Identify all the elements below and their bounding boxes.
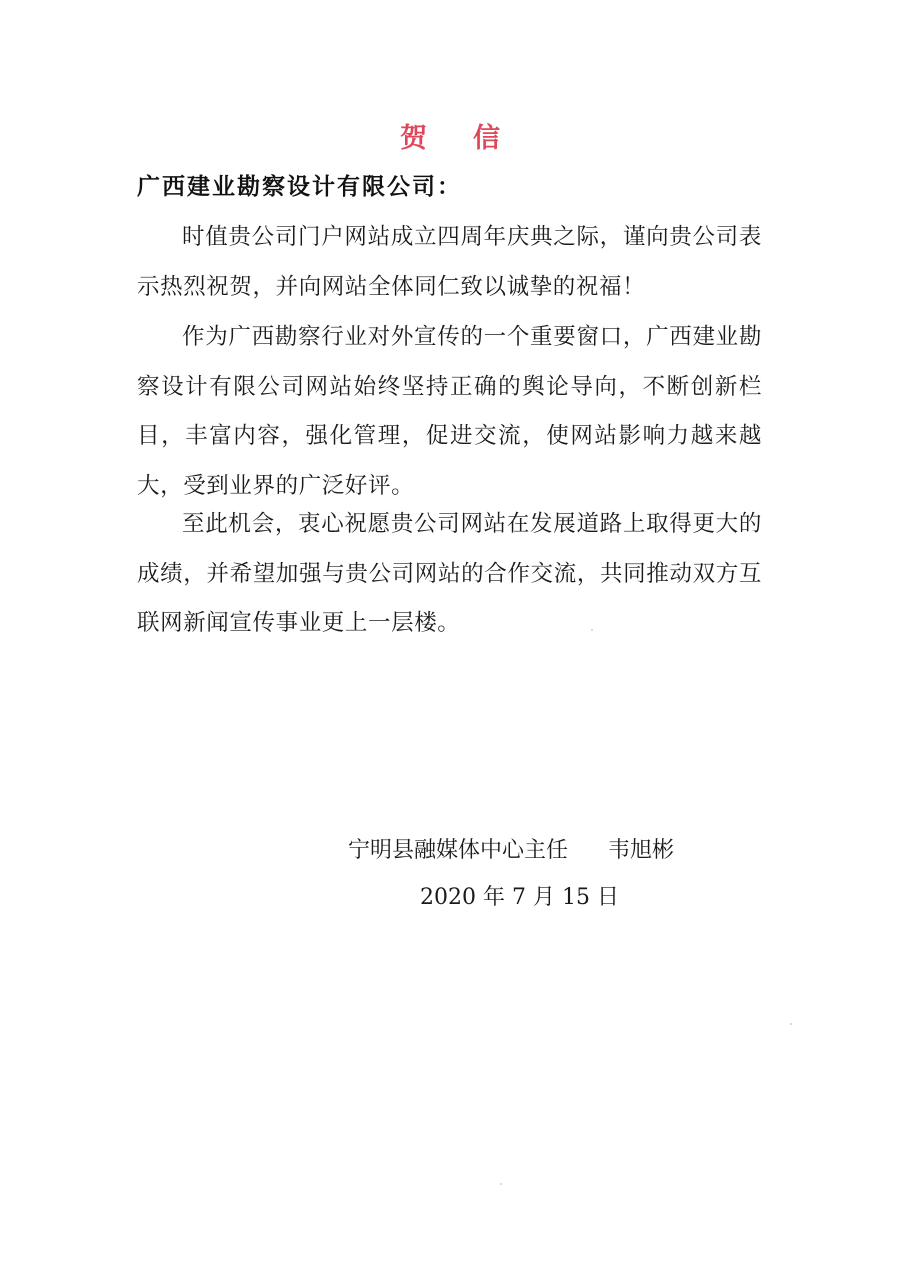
signature-line <box>348 833 674 864</box>
scan-speck <box>591 629 593 631</box>
signatory-name: 韦旭彬 <box>608 838 675 863</box>
paragraph-2: 作为广西勘察行业对外宣传的一个重要窗口，广西建业勘察设计有限公司网站始终坚持正确的舆论导向，不断创新栏目，丰富内容，强化管理，促进交流，使网站影响力越来越大，受到业界的广泛好评。 <box>137 324 762 499</box>
letter-title: 贺信 <box>400 123 546 154</box>
salutation: 广西建业勘察设计有限公司： <box>137 174 462 200</box>
scan-speck <box>790 1023 792 1025</box>
paragraph-1: 时值贵公司门户网站成立四周年庆典之际，谨向贵公司表示热烈祝贺，并向网站全体同仁致以诚挚的祝福！ <box>137 224 762 300</box>
paragraph-3: 至此机会，衷心祝愿贵公司网站在发展道路上取得更大的成绩，并希望加强与贵公司网站的合作交流，共同推动双方互联网新闻宣传事业更上一层楼。 <box>137 511 762 636</box>
letter-date: 2020 年 7 月 15 日 <box>420 885 619 910</box>
signatory-title: 宁明县融媒体中心主任 <box>348 838 569 863</box>
scan-speck <box>500 1183 502 1185</box>
